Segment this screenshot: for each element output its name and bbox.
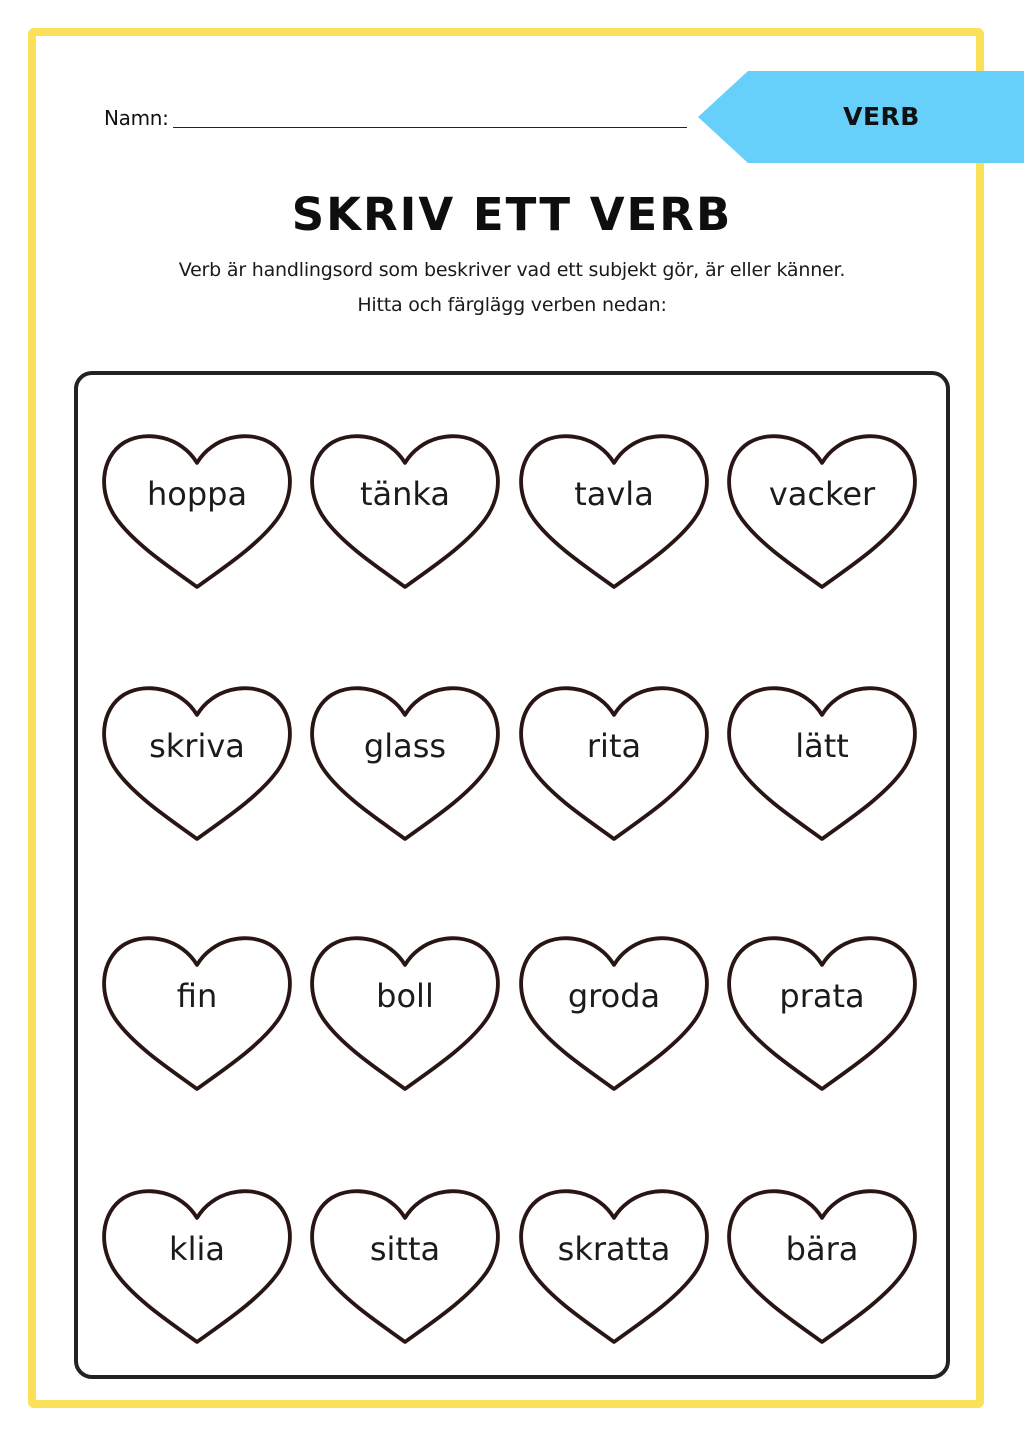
heart-word-card[interactable] (97, 1180, 297, 1350)
instruction-line-2: Hitta och färglägg verben nedan: (357, 294, 667, 316)
heart-word-card[interactable] (305, 677, 505, 847)
page-title: SKRIV ETT VERB (291, 188, 733, 241)
heart-word-card[interactable] (722, 1180, 922, 1350)
verb-tag-label: VERB (843, 102, 920, 131)
name-label: Namn: (104, 106, 169, 130)
verb-tag (698, 71, 1024, 163)
name-write-line[interactable] (173, 126, 687, 128)
heart-word-card[interactable] (722, 677, 922, 847)
heart-word-label: vacker (768, 475, 876, 513)
heart-word-card[interactable] (305, 1180, 505, 1350)
heart-word-card[interactable] (514, 677, 714, 847)
heart-word-card[interactable] (514, 1180, 714, 1350)
heart-word-label: klia (169, 1230, 225, 1268)
name-row (104, 106, 687, 130)
instruction-line-1: Verb är handlingsord som beskriver vad ett subjekt gör, är eller känner. (178, 259, 846, 281)
heart-word-label: skratta (557, 1230, 671, 1268)
heart-word-card[interactable] (722, 425, 922, 595)
heart-word-card[interactable] (97, 677, 297, 847)
heart-word-label: fin (176, 977, 218, 1015)
heart-word-label: tavla (574, 475, 654, 513)
heart-word-card[interactable] (305, 425, 505, 595)
heart-word-label: groda (567, 977, 661, 1015)
heart-word-label: prata (779, 977, 865, 1015)
heart-word-label: rita (586, 727, 642, 765)
heart-word-label: hoppa (146, 475, 248, 513)
heart-word-card[interactable] (514, 927, 714, 1097)
heart-word-label: tänka (359, 475, 450, 513)
heart-word-label: boll (376, 977, 434, 1015)
heart-word-card[interactable] (97, 425, 297, 595)
heart-word-label: lätt (795, 727, 849, 765)
heart-word-card[interactable] (722, 927, 922, 1097)
heart-word-label: glass (363, 727, 447, 765)
heart-word-label: bära (785, 1230, 859, 1268)
heart-word-label: sitta (369, 1230, 441, 1268)
heart-word-card[interactable] (514, 425, 714, 595)
heart-word-label: skriva (149, 727, 245, 765)
heart-word-card[interactable] (97, 927, 297, 1097)
heart-word-card[interactable] (305, 927, 505, 1097)
